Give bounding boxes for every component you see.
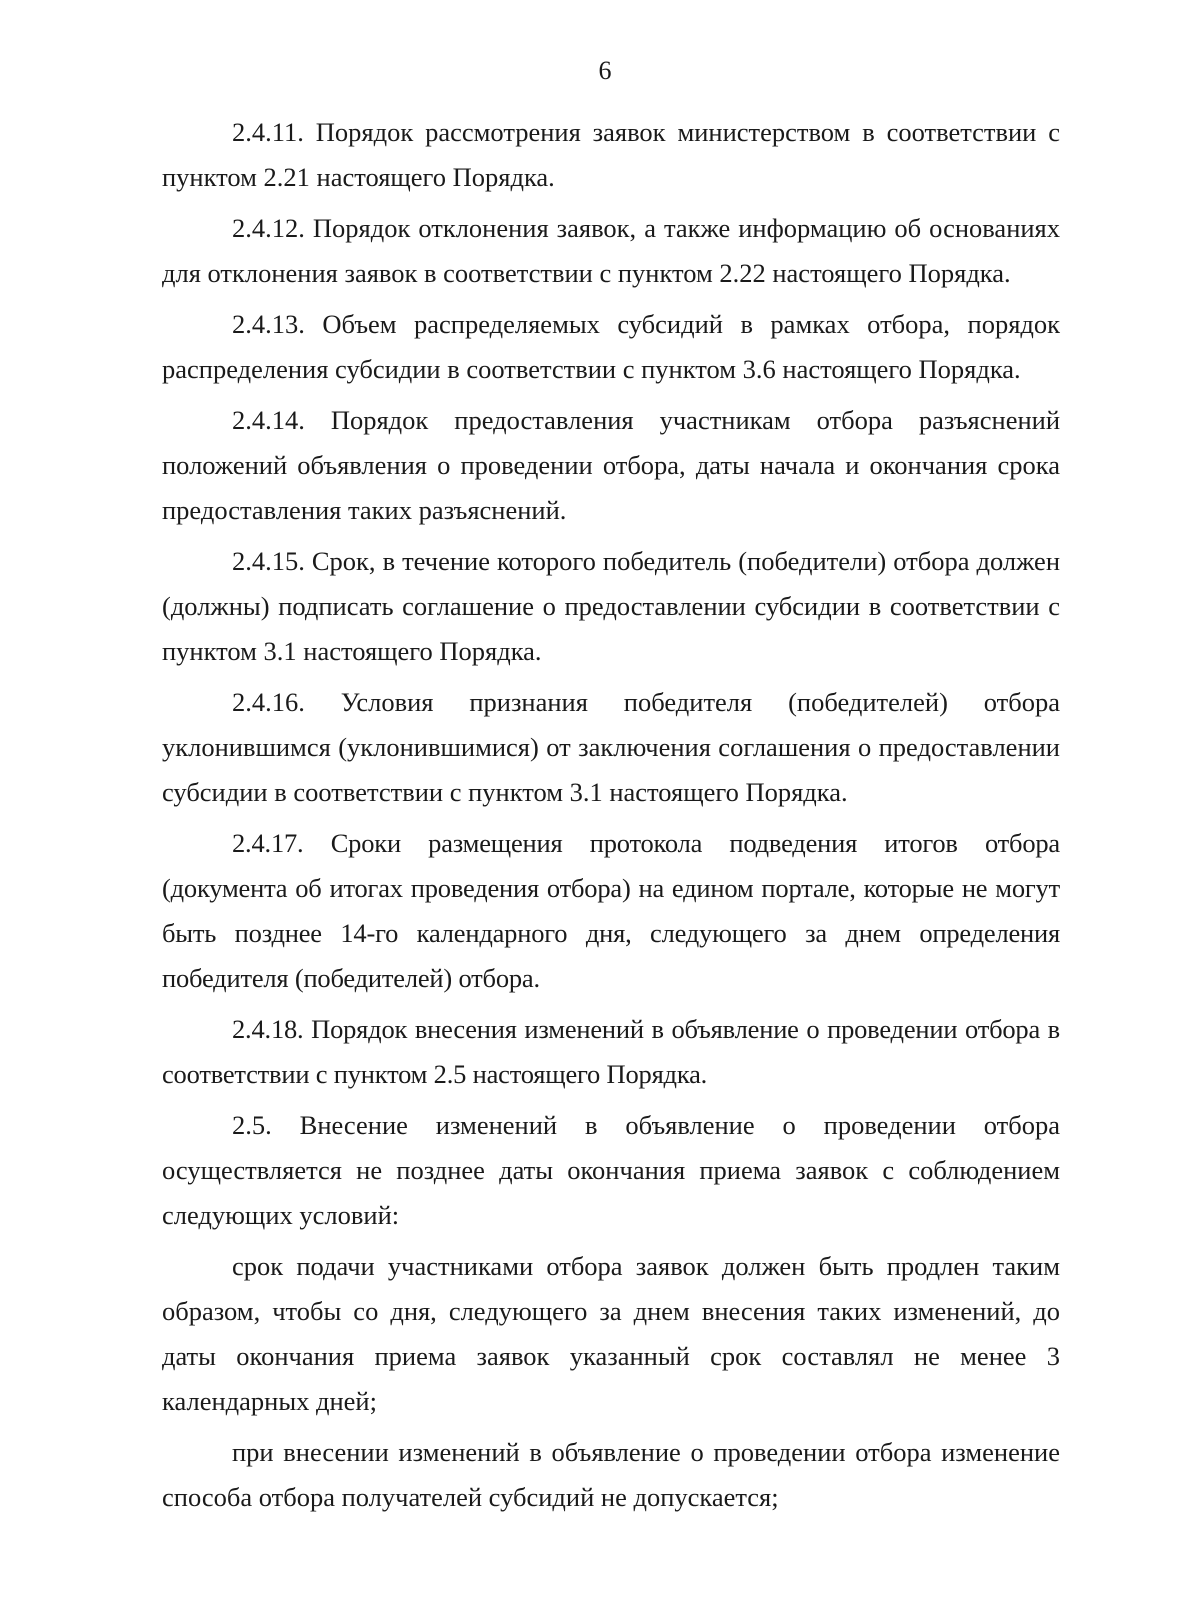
paragraph-2-4-16: 2.4.16. Условия признания победителя (победителей) отбора уклонившимся (уклонившимися) от заключения соглашения о предоставлении субсидии в соответствии с пунктом 3.1 настоящего Порядка. <box>162 687 1060 807</box>
paragraph-2-4-13: 2.4.13. Объем распределяемых субсидий в рамках отбора, порядок распределения субсидии в соответствии с пунктом 3.6 настоящего Порядка. <box>162 309 1060 384</box>
paragraph-2-4-18: 2.4.18. Порядок внесения изменений в объявление о проведении отбора в соответствии с пунктом 2.5 настоящего Порядка. <box>162 1014 1060 1089</box>
paragraph-2-4-17: 2.4.17. Сроки размещения протокола подведения итогов отбора (документа об итогах проведения отбора) на едином портале, которые не могут быть позднее 14-го календарного дня, следующего за днем определения победителя (победителей) отбора. <box>162 828 1060 993</box>
document-body <box>162 110 1060 1526</box>
paragraph-2-4-15: 2.4.15. Срок, в течение которого победитель (победители) отбора должен (должны) подписать соглашение о предоставлении субсидии в соответствии с пунктом 3.1 настоящего Порядка. <box>162 546 1060 666</box>
paragraph-2-4-11: 2.4.11. Порядок рассмотрения заявок министерством в соответствии с пунктом 2.21 настоящего Порядка. <box>162 117 1060 192</box>
paragraph-2-5: 2.5. Внесение изменений в объявление о проведении отбора осуществляется не позднее даты окончания приема заявок с соблюдением следующих условий: <box>162 1110 1060 1230</box>
paragraph-condition-1: срок подачи участниками отбора заявок должен быть продлен таким образом, чтобы со дня, следующего за днем внесения таких изменений, до даты окончания приема заявок указанный срок составлял не менее 3 календарных дней; <box>162 1251 1060 1416</box>
page-number: 6 <box>598 56 612 85</box>
paragraph-2-4-14: 2.4.14. Порядок предоставления участникам отбора разъяснений положений объявления о проведении отбора, даты начала и окончания срока предоставления таких разъяснений. <box>162 405 1060 525</box>
paragraph-2-4-12: 2.4.12. Порядок отклонения заявок, а также информацию об основаниях для отклонения заявок в соответствии с пунктом 2.22 настоящего Порядка. <box>162 213 1060 288</box>
paragraph-condition-2: при внесении изменений в объявление о проведении отбора изменение способа отбора получателей субсидий не допускается; <box>162 1437 1060 1512</box>
